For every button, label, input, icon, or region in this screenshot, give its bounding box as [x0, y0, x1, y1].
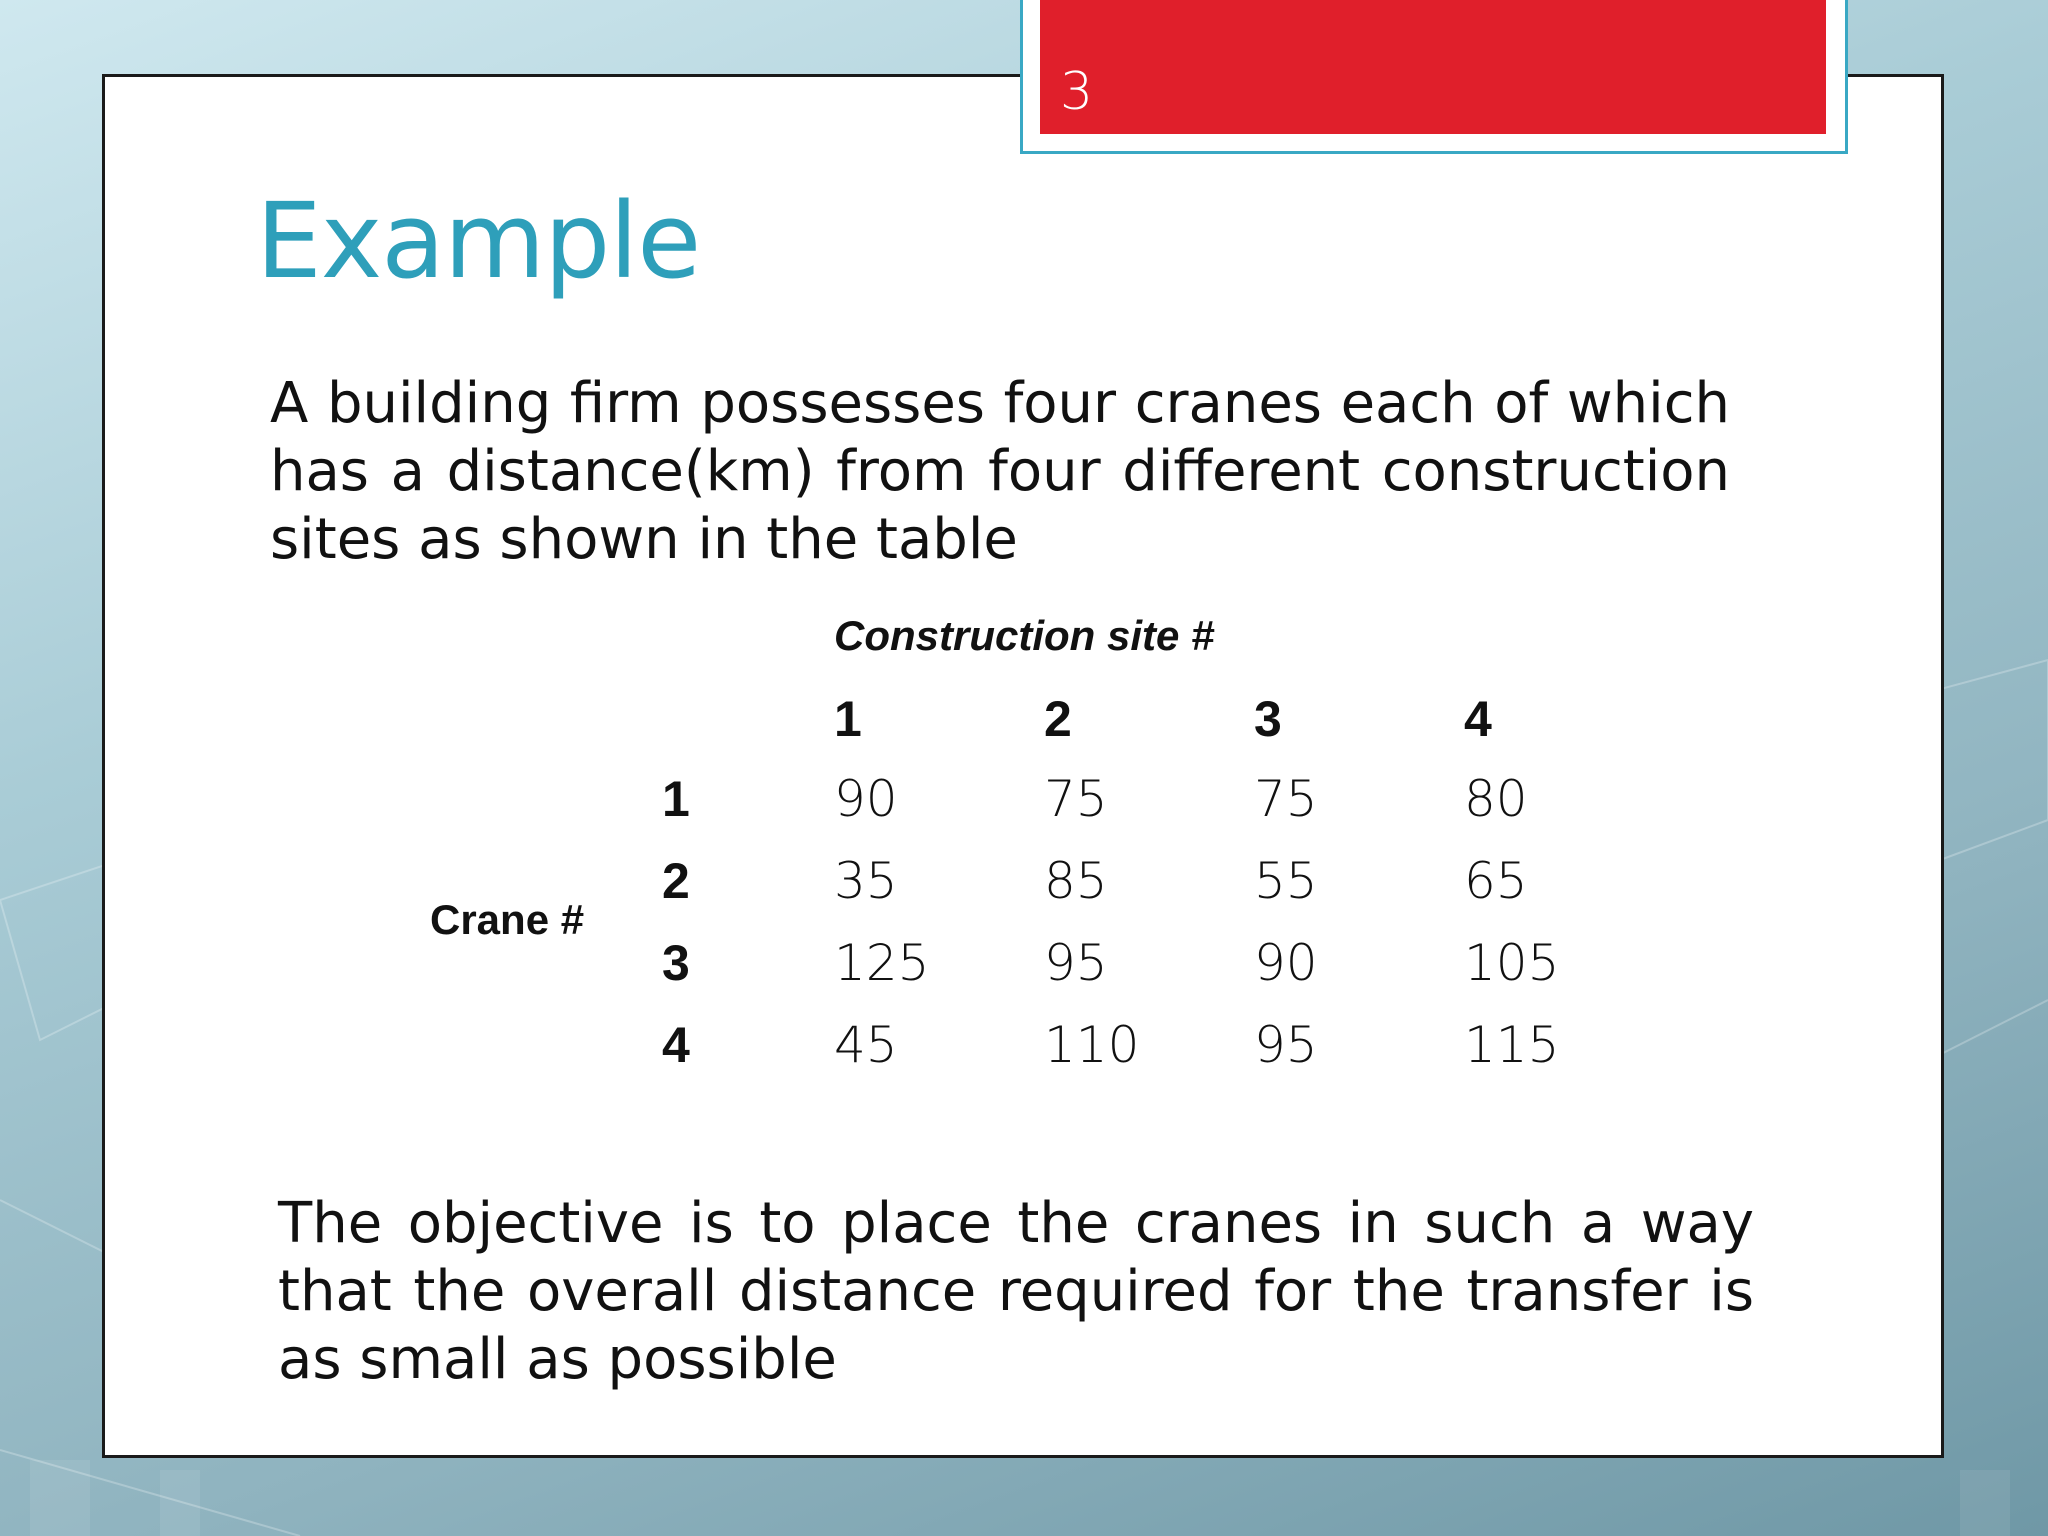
- crane-heading: Crane #: [430, 896, 585, 943]
- table-cell: 115: [1464, 1016, 1560, 1074]
- table-cell: 80: [1464, 770, 1528, 828]
- construction-site-heading: Construction site #: [834, 612, 1215, 659]
- table-cell: 35: [834, 852, 898, 910]
- table-cell: 125: [834, 934, 930, 992]
- column-header-1: 1: [834, 691, 862, 747]
- slide-number: 3: [1060, 62, 1094, 122]
- intro-paragraph: A building firm possesses four cranes each of which has a distance(km) from four different construction sites as shown in the table: [270, 371, 1730, 572]
- table-cell: 95: [1254, 1016, 1318, 1074]
- row-header-3: 3: [662, 935, 690, 991]
- column-header-2: 2: [1044, 691, 1072, 747]
- table-cell: 110: [1044, 1016, 1140, 1074]
- table-cell: 55: [1254, 852, 1318, 910]
- slide-title: Example: [256, 180, 701, 302]
- table-cell: 90: [834, 770, 898, 828]
- row-header-1: 1: [662, 771, 690, 827]
- row-header-2: 2: [662, 853, 690, 909]
- table-cell: 45: [834, 1016, 898, 1074]
- column-header-3: 3: [1254, 691, 1282, 747]
- slide-number-banner: [1040, 0, 1826, 134]
- table-cell: 90: [1254, 934, 1318, 992]
- objective-paragraph: The objective is to place the cranes in such a way that the overall distance required for the transfer is as small as possible: [278, 1191, 1754, 1392]
- table-cell: 65: [1464, 852, 1528, 910]
- table-cell: 75: [1044, 770, 1108, 828]
- table-cell: 95: [1044, 934, 1108, 992]
- table-cell: 75: [1254, 770, 1318, 828]
- row-header-4: 4: [662, 1017, 690, 1073]
- table-cell: 85: [1044, 852, 1108, 910]
- column-header-4: 4: [1464, 691, 1492, 747]
- table-cell: 105: [1464, 934, 1560, 992]
